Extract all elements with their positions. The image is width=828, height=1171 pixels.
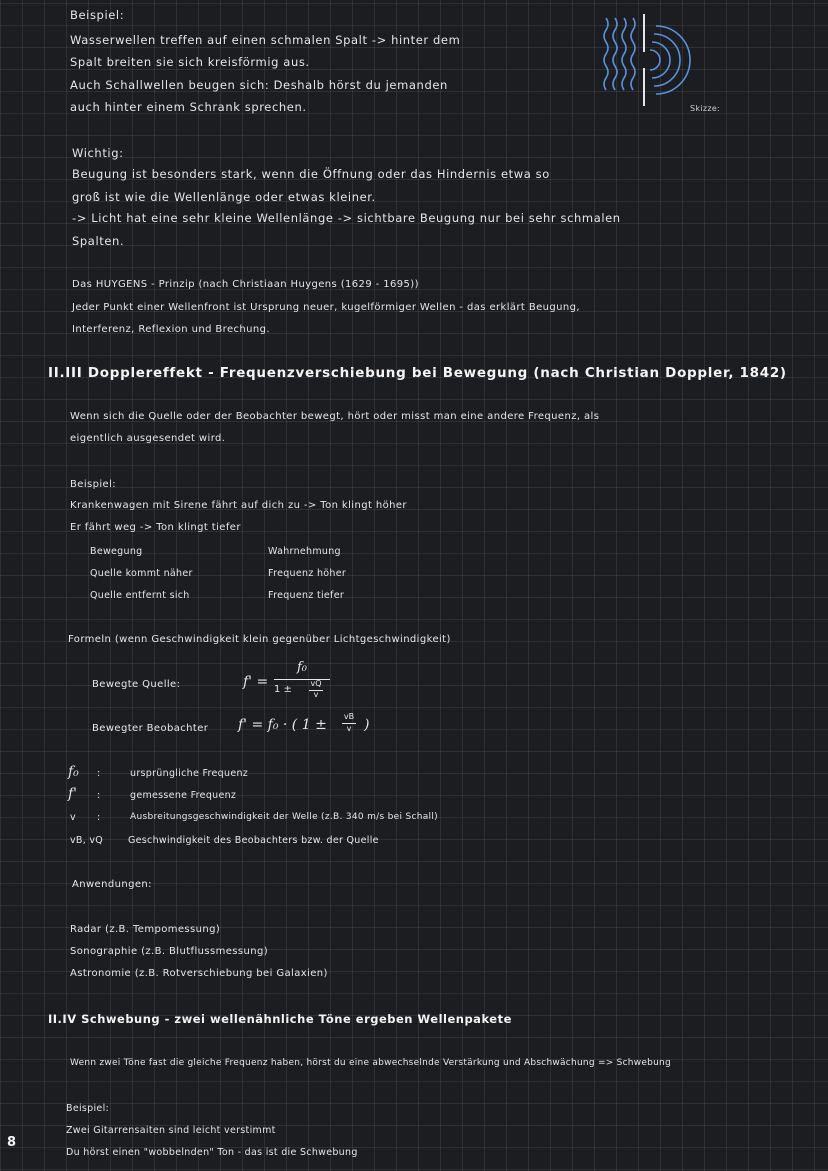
legend-symbol: vB, vQ xyxy=(70,835,104,846)
wichtig-label: Wichtig: xyxy=(72,146,124,160)
page-number: 8 xyxy=(7,1135,17,1150)
formula-1-numerator: f₀ xyxy=(296,660,308,675)
doppler-intro-line-1: Wenn sich die Quelle oder der Beobachter bewegt, hört oder misst man eine andere Frequenz, als xyxy=(70,411,600,422)
formula-2-den: v xyxy=(346,724,352,733)
legend-symbol: f' xyxy=(68,786,78,802)
formula-2-close: ) xyxy=(364,717,370,733)
wichtig-line-3: -> Licht hat eine sehr kleine Wellenlänge -> sichtbare Beugung nur bei sehr schmalen xyxy=(72,211,621,225)
anwendung-item: Astronomie (z.B. Rotverschiebung bei Galaxien) xyxy=(70,968,328,979)
formula-2-lhs: f' = f₀ · ( 1 ± xyxy=(238,717,327,733)
beispiel-line-1: Wasserwellen treffen auf einen schmalen Spalt -> hinter dem xyxy=(70,33,461,47)
huygens-line-2: Jeder Punkt einer Wellenfront ist Ursprung neuer, kugelförmiger Wellen - das erklärt Beugung, xyxy=(72,302,580,313)
table-cell: Quelle kommt näher xyxy=(90,568,193,579)
beispiel-line-3: Auch Schallwellen beugen sich: Deshalb hörst du jemanden xyxy=(70,78,448,92)
formula-1-lhs: f' = xyxy=(243,674,269,690)
formula-2-num: vB xyxy=(343,712,355,721)
formula-1-den-den: v xyxy=(313,690,319,699)
doppler-beispiel-label: Beispiel: xyxy=(70,479,117,490)
legend-desc: ursprüngliche Frequenz xyxy=(130,768,249,779)
schwebung-beispiel-line-2: Du hörst einen "wobbelnden" Ton - das ist die Schwebung xyxy=(66,1147,358,1158)
huygens-line-1: Das HUYGENS - Prinzip (nach Christiaan Huygens (1629 - 1695)) xyxy=(72,279,419,290)
anwendung-item: Sonographie (z.B. Blutflussmessung) xyxy=(70,946,269,957)
table-cell: Frequenz tiefer xyxy=(268,590,345,601)
schwebung-heading: II.IV Schwebung - zwei wellenähnliche Töne ergeben Wellenpakete xyxy=(48,1012,512,1026)
anwendungen-label: Anwendungen: xyxy=(72,879,152,890)
anwendung-item: Radar (z.B. Tempomessung) xyxy=(70,924,221,935)
formula-1-den-num: vQ xyxy=(310,679,322,688)
legend-desc: Ausbreitungsgeschwindigkeit der Welle (z.B. 340 m/s bei Schall) xyxy=(130,812,438,822)
skizze-label: Skizze: xyxy=(690,104,721,113)
formeln-label: Formeln (wenn Geschwindigkeit klein gegenüber Lichtgeschwindigkeit) xyxy=(68,634,451,645)
formula-2-label: Bewegter Beobachter xyxy=(92,723,209,734)
formula-1-label: Bewegte Quelle: xyxy=(92,679,181,690)
legend-symbol: f₀ xyxy=(68,764,79,780)
legend-symbol: v xyxy=(70,812,76,823)
schwebung-beispiel-line-1: Zwei Gitarrensaiten sind leicht verstimmt xyxy=(66,1125,276,1136)
wichtig-line-4: Spalten. xyxy=(72,234,125,248)
wichtig-line-1: Beugung ist besonders stark, wenn die Öffnung oder das Hindernis etwa so xyxy=(72,167,550,181)
legend-colon: : xyxy=(97,768,101,779)
doppler-beispiel-line-2: Er fährt weg -> Ton klingt tiefer xyxy=(70,522,241,533)
formula-1-den-pre: 1 ± xyxy=(274,684,292,695)
table-cell: Frequenz höher xyxy=(268,568,347,579)
table-header-bewegung: Bewegung xyxy=(90,546,143,557)
legend-colon: : xyxy=(97,790,101,801)
doppler-beispiel-line-1: Krankenwagen mit Sirene fährt auf dich zu -> Ton klingt höher xyxy=(70,500,407,511)
schwebung-intro: Wenn zwei Töne fast die gleiche Frequenz haben, hörst du eine abwechselnde Verstärkung und Abschwächung => Schwebung xyxy=(70,1058,671,1068)
table-header-wahrnehmung: Wahrnehmung xyxy=(268,546,341,557)
beispiel-line-2: Spalt breiten sie sich kreisförmig aus. xyxy=(70,55,310,69)
legend-desc: Geschwindigkeit des Beobachters bzw. der Quelle xyxy=(128,835,379,846)
legend-desc: gemessene Frequenz xyxy=(130,790,237,801)
doppler-heading: II.III Dopplereffekt - Frequenzverschiebung bei Bewegung (nach Christian Doppler, 1842) xyxy=(48,365,787,381)
beispiel-line-4: auch hinter einem Schrank sprechen. xyxy=(70,100,307,114)
wichtig-line-2: groß ist wie die Wellenlänge oder etwas kleiner. xyxy=(72,190,376,204)
beispiel-label-beugung: Beispiel: xyxy=(70,8,125,22)
legend-colon: : xyxy=(97,812,101,823)
table-cell: Quelle entfernt sich xyxy=(90,590,190,601)
schwebung-beispiel-label: Beispiel: xyxy=(66,1103,110,1114)
diffraction-sketch xyxy=(598,14,718,106)
huygens-line-3: Interferenz, Reflexion und Brechung. xyxy=(72,324,270,335)
doppler-intro-line-2: eigentlich ausgesendet wird. xyxy=(70,433,226,444)
